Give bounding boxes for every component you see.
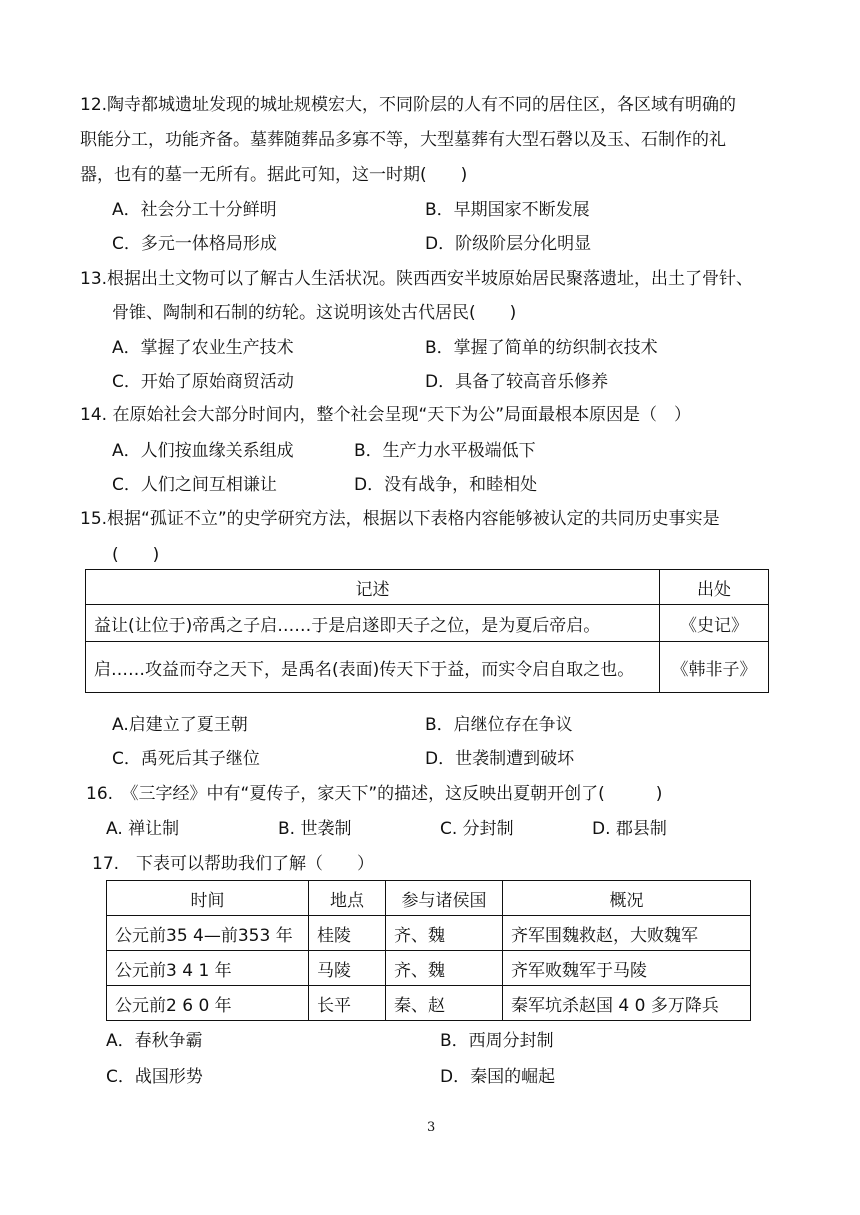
table-cell: 公元前3 4 1 年: [107, 951, 309, 986]
q15-option-a[interactable]: A.启建立了夏王朝: [112, 715, 248, 735]
table-cell: 桂陵: [309, 916, 386, 951]
table-row: [86, 605, 769, 642]
table-cell: 公元前2 6 0 年: [107, 986, 309, 1021]
q14-option-c[interactable]: C．人们之间互相谦让: [112, 475, 277, 495]
q15-line-1: 15.根据“孤证不立”的史学研究方法，根据以下表格内容能够被认定的共同历史事实是: [80, 509, 720, 529]
table-cell: 益让(让位于)帝禹之子启……于是启遂即天子之位，是为夏后帝启。: [86, 605, 660, 642]
q13-option-d[interactable]: D．具备了较高音乐修养: [425, 372, 609, 392]
q15-table: [85, 569, 769, 693]
q17-header-summary: 概况: [503, 881, 751, 916]
q17-line-1: 17. 下表可以帮助我们了解（ ）: [92, 854, 375, 874]
table-cell: 马陵: [309, 951, 386, 986]
q12-line-1: 12.陶寺都城遗址发现的城址规模宏大，不同阶层的人有不同的居住区，各区域有明确的: [80, 95, 737, 115]
table-cell: 秦军坑杀赵国 4 0 多万降兵: [503, 986, 751, 1021]
q16-option-c[interactable]: C. 分封制: [440, 819, 514, 839]
q14-option-b[interactable]: B．生产力水平极端低下: [354, 441, 536, 461]
q16-option-b[interactable]: B. 世袭制: [278, 819, 352, 839]
table-row: [107, 916, 751, 951]
q13-option-c[interactable]: C．开始了原始商贸活动: [112, 372, 294, 392]
table-cell: 秦、赵: [386, 986, 503, 1021]
table-row: [107, 986, 751, 1021]
page-number: 3: [427, 1120, 436, 1135]
q15-option-c[interactable]: C．禹死后其子继位: [112, 749, 260, 769]
table-cell: 齐、魏: [386, 951, 503, 986]
q12-line-2: 职能分工，功能齐备。墓葬随葬品多寡不等，大型墓葬有大型石磬以及玉、石制作的礼: [80, 130, 726, 150]
q13-line-1: 13.根据出土文物可以了解古人生活状况。陕西西安半坡原始居民聚落遗址，出土了骨针、: [80, 269, 754, 289]
q16-option-d[interactable]: D. 郡县制: [592, 819, 667, 839]
table-cell: 启……攻益而夺之天下，是禹名(表面)传天下于益，而实令启自取之也。: [86, 642, 660, 693]
q13-option-a[interactable]: A．掌握了农业生产技术: [112, 338, 294, 358]
q15-option-d[interactable]: D．世袭制遭到破坏: [425, 749, 575, 769]
table-cell: 《史记》: [660, 605, 769, 642]
q17-table: [106, 880, 751, 1021]
q14-option-a[interactable]: A．人们按血缘关系组成: [112, 441, 294, 461]
table-cell: 齐、魏: [386, 916, 503, 951]
q14-option-d[interactable]: D．没有战争，和睦相处: [354, 475, 538, 495]
q14-line-1: 14. 在原始社会大部分时间内，整个社会呈现“天下为公”局面最根本原因是（ ）: [80, 405, 692, 425]
table-row: [107, 951, 751, 986]
table-row: [86, 642, 769, 693]
q17-header-place: 地点: [309, 881, 386, 916]
table-cell: 公元前35 4—前353 年: [107, 916, 309, 951]
q12-option-c[interactable]: C．多元一体格局形成: [112, 234, 277, 254]
q17-option-d[interactable]: D．秦国的崛起: [440, 1067, 556, 1087]
q17-option-b[interactable]: B．西周分封制: [440, 1031, 554, 1051]
q15-header-source: 出处: [660, 570, 769, 605]
table-cell: 《韩非子》: [660, 642, 769, 693]
q12-option-a[interactable]: A．社会分工十分鲜明: [112, 200, 277, 220]
q12-option-b[interactable]: B．早期国家不断发展: [425, 200, 590, 220]
table-cell: 长平: [309, 986, 386, 1021]
q17-option-c[interactable]: C．战国形势: [106, 1067, 203, 1087]
table-cell: 齐军围魏救赵，大败魏军: [503, 916, 751, 951]
table-cell: 齐军败魏军于马陵: [503, 951, 751, 986]
q15-header-account: 记述: [86, 570, 660, 605]
q12-line-3: 器，也有的墓一无所有。据此可知，这一时期( ): [80, 165, 468, 185]
q13-line-2: 骨锥、陶制和石制的纺轮。这说明该处古代居民( ): [112, 303, 517, 323]
q15-option-b[interactable]: B．启继位存在争议: [425, 715, 573, 735]
q16-option-a[interactable]: A. 禅让制: [106, 819, 180, 839]
q12-option-d[interactable]: D．阶级阶层分化明显: [425, 234, 592, 254]
q15-line-2: ( ): [112, 545, 160, 565]
q16-line-1: 16. 《三字经》中有“夏传子，家天下”的描述，这反映出夏朝开创了( ): [86, 784, 663, 804]
q13-option-b[interactable]: B．掌握了简单的纺织制衣技术: [425, 338, 658, 358]
q17-option-a[interactable]: A．春秋争霸: [106, 1031, 203, 1051]
q17-header-time: 时间: [107, 881, 309, 916]
q17-header-states: 参与诸侯国: [386, 881, 503, 916]
